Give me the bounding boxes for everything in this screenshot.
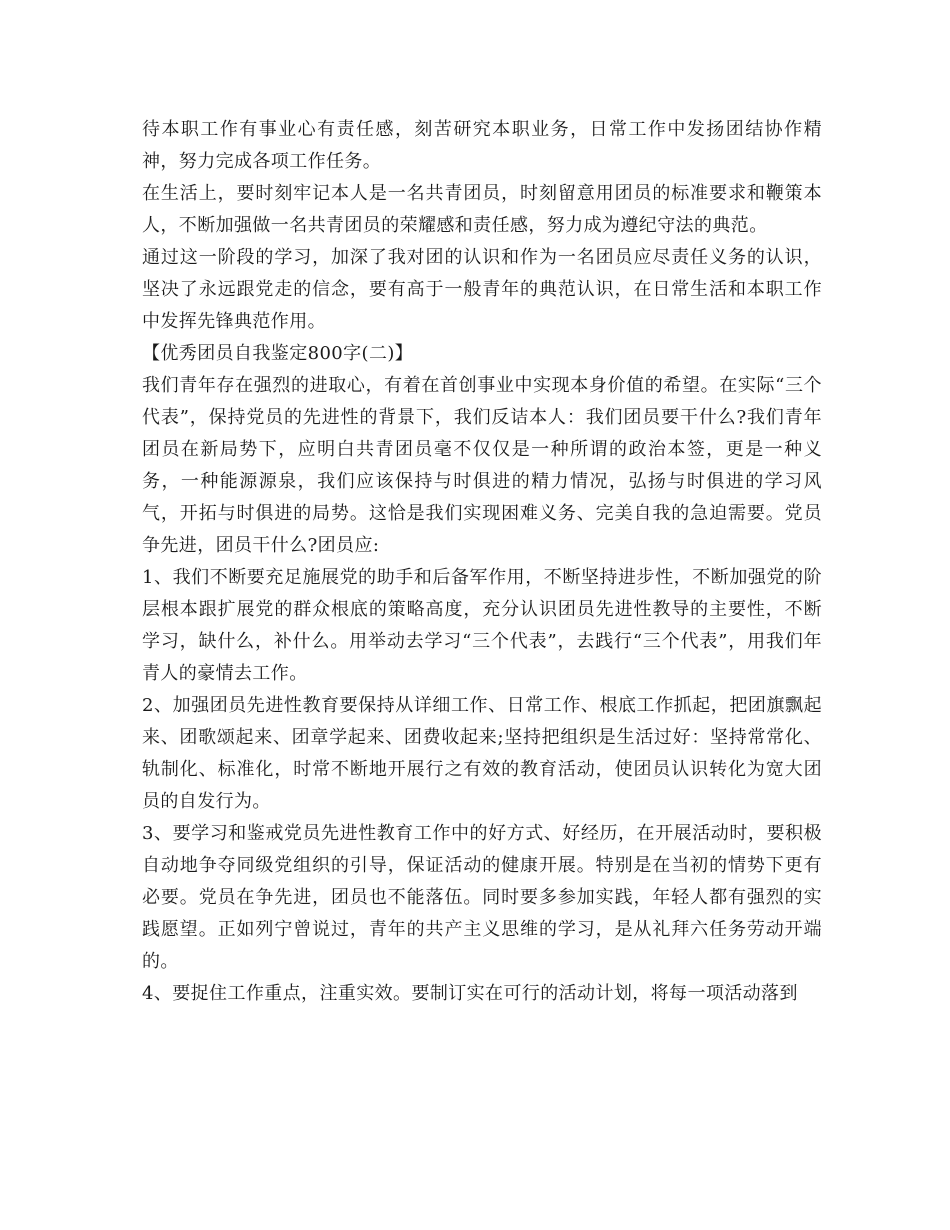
paragraph-work-attitude: 待本职工作有事业心有责任感，刻苦研究本职业务，日常工作中发扬团结协作精神，努力完成各项工作任务。 xyxy=(142,119,822,172)
list-item-2: 2、加强团员先进性教育要保持从详细工作、日常工作、根底工作抓起，把团旗飘起来、团歌颂起来、团章学起来、团费收起来;坚持把组织是生活过好：坚持常常化、轨制化、标准化，时常不断地开展行之有效的教育活动，使团员认识转化为宽大团员的自发行为。 xyxy=(142,695,822,812)
list-item-4: 4、要捉住工作重点，注重实效。要制订实在可行的活动计划，将每一项活动落到 xyxy=(142,983,798,1004)
paragraph-life: 在生活上，要时刻牢记本人是一名共青团员，时刻留意用团员的标准要求和鞭策本人，不断加强做一名共青团员的荣耀感和责任感，努力成为遵纪守法的典范。 xyxy=(142,183,822,236)
document-body xyxy=(142,114,822,1010)
list-item-3: 3、要学习和鉴戒党员先进性教育工作中的好方式、好经历，在开展活动时，要积极自动地争夺同级党组织的引导，保证活动的健康开展。特别是在当初的情势下更有必要。党员在争先进，团员也不能落伍。同时要多参加实践，年轻人都有强烈的实践愿望。正如列宁曾说过，青年的共产主义思维的学习，是从礼拜六任务劳动开端的。 xyxy=(142,823,822,972)
paragraph-youth-intro: 我们青年存在强烈的进取心，有着在首创事业中实现本身价值的希望。在实际“三个代表”，保持党员的先进性的背景下，我们反诘本人：我们团员要干什么?我们青年团员在新局势下，应明白共青团员毫不仅仅是一种所谓的政治本签，更是一种义务，一种能源源泉，我们应该保持与时俱进的精力情况，弘扬与时俱进的学习风气，开拓与时俱进的局势。这恰是我们实现困难义务、完美自我的急迫需要。党员争先进，团员干什么?团员应: xyxy=(142,375,822,556)
list-item-1: 1、我们不断要充足施展党的助手和后备军作用，不断坚持进步性，不断加强党的阶层根本跟扩展党的群众根底的策略高度，充分认识团员先进性教导的主要性，不断学习，缺什么，补什么。用举动去学习“三个代表”，去践行“三个代表”，用我们年青人的豪情去工作。 xyxy=(142,567,822,684)
section-heading: 【优秀团员自我鉴定800字(二)】 xyxy=(142,343,414,364)
paragraph-study-summary: 通过这一阶段的学习，加深了我对团的认识和作为一名团员应尽责任义务的认识，坚决了永远跟党走的信念，要有高于一般青年的典范认识，在日常生活和本职工作中发挥先锋典范作用。 xyxy=(142,247,822,332)
